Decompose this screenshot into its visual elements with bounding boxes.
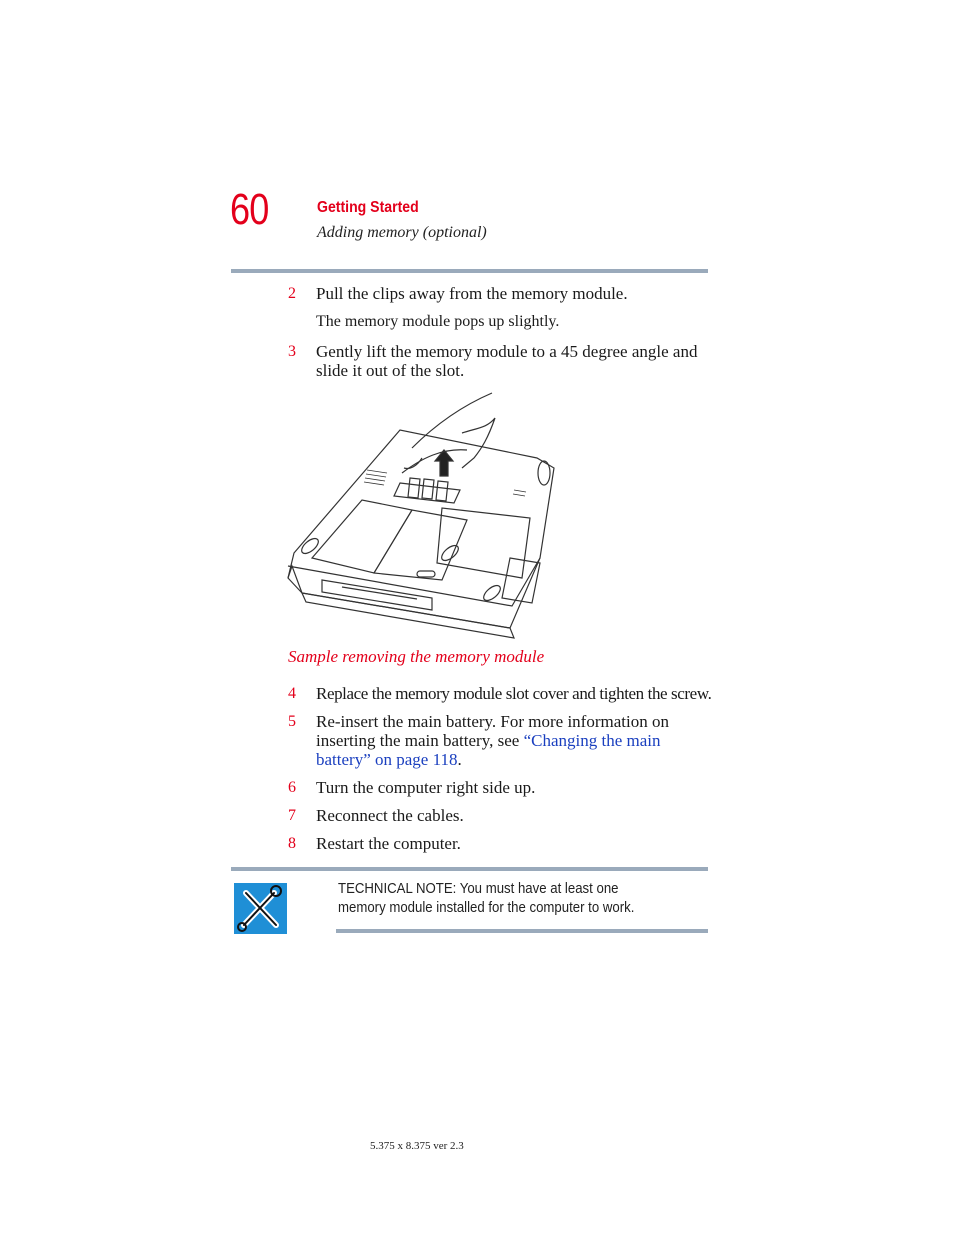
header-rule (231, 269, 708, 273)
step-text: Gently lift the memory module to a 45 degree angle and slide it out of the slot. (316, 342, 698, 380)
step-text: Restart the computer. (316, 834, 461, 853)
changing-battery-link[interactable]: “Changing the main battery” on page 118 (316, 731, 661, 769)
step-number: 4 (288, 685, 296, 702)
step-text-part: Re-insert the main battery. For more information on inserting the main battery, see (316, 712, 669, 750)
note-bottom-rule (336, 929, 708, 933)
page-number: 60 (230, 185, 269, 234)
step-text-part: . (457, 750, 462, 769)
laptop-underside-illustration (282, 388, 567, 640)
step-text: Replace the memory module slot cover and tighten the screw. (316, 684, 712, 703)
step-note: The memory module pops up slightly. (316, 313, 560, 330)
technical-note-text: TECHNICAL NOTE: You must have at least one memory module installed for the computer to work. (338, 880, 635, 916)
step-number: 2 (288, 285, 296, 302)
step-text: Reconnect the cables. (316, 806, 464, 825)
footer-text: 5.375 x 8.375 ver 2.3 (370, 1140, 464, 1152)
figure-caption: Sample removing the memory module (288, 647, 545, 666)
step-text: Turn the computer right side up. (316, 778, 536, 797)
step-number: 6 (288, 779, 296, 796)
wrench-screwdriver-icon (234, 883, 287, 934)
step-number: 3 (288, 343, 296, 360)
step-number: 7 (288, 807, 296, 824)
section-title: Getting Started (317, 199, 419, 216)
note-top-rule (231, 867, 708, 871)
step-number: 5 (288, 713, 296, 730)
subsection-title: Adding memory (optional) (317, 224, 487, 241)
step-text (316, 712, 691, 769)
step-text: Pull the clips away from the memory module. (316, 284, 628, 303)
step-number: 8 (288, 835, 296, 852)
